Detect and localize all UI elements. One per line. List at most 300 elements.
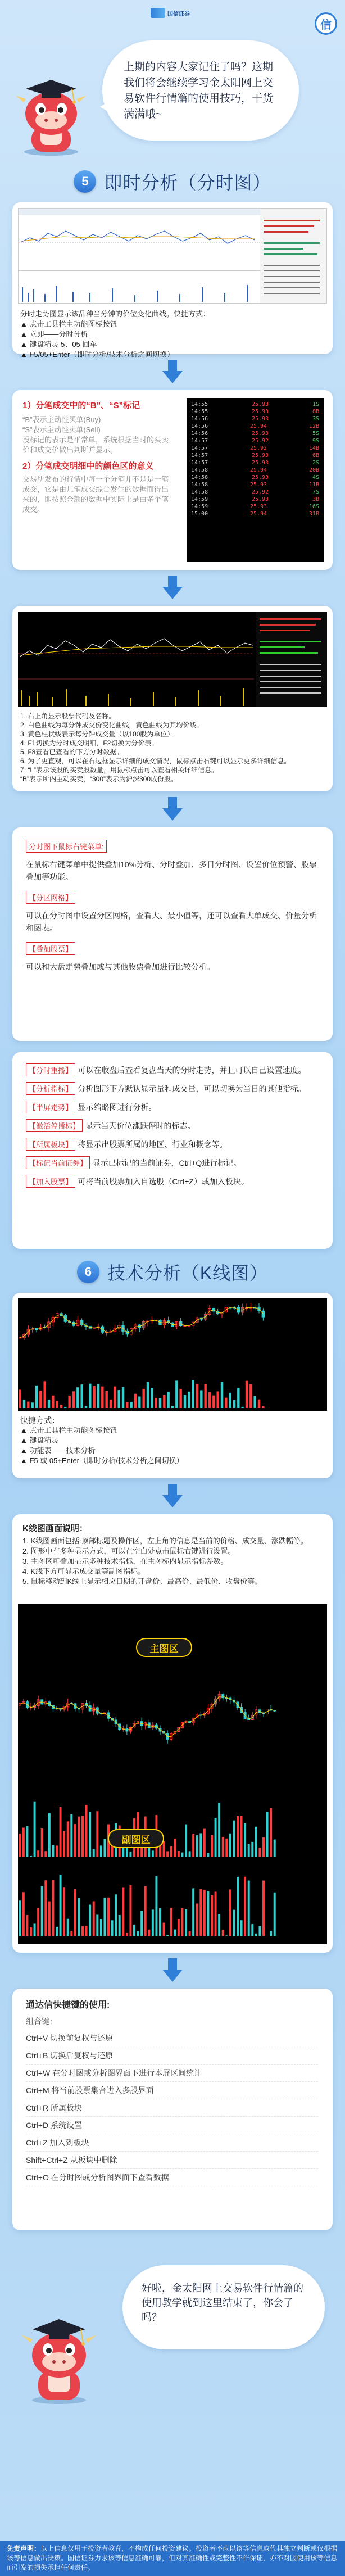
kline-desc-item: 5. 鼠标移动到K线上显示相应日期的开盘价、最高价、最低价、收盘价等。 [22,1577,262,1586]
corner-badge-icon: 信 [315,12,337,35]
quote-row [191,496,319,504]
quote-row [191,431,319,438]
quote-cell: 14:57 [191,445,208,451]
quote-cell: 25.92 [249,445,267,451]
volume-bar [64,1407,66,1408]
volume-bar [222,1930,224,1936]
volume-bar [248,1844,250,1857]
volume-bar [249,1384,252,1408]
quote-cell: 25.92 [251,489,269,495]
quote-cell: 25.93 [251,431,269,437]
kline-graphic [18,1298,327,1411]
volume-bar [126,1402,128,1408]
volume-bar [233,1910,235,1936]
intraday-chart-screenshot [18,208,327,304]
context-menu-text [26,840,318,973]
intraday-card [12,202,333,359]
volume-bar [274,1840,276,1857]
volume-bar [192,1888,194,1936]
volume-bar [110,1400,112,1408]
hotkey-item: Ctrl+R 所属板块 [26,2099,318,2117]
feature-item [26,1156,318,1169]
quote-cell: 14:57 [191,438,208,444]
quote-cell: 11B [308,482,319,488]
volume-bar [26,1915,28,1936]
volume-bar [262,1881,265,1936]
hotkeys-title: 通达信快捷键的使用: [26,2000,110,2010]
quote-row [191,452,319,460]
quote-cell: 25.92 [251,438,269,444]
quote-cell: 14:55 [191,401,208,408]
volume-bar [76,1387,79,1408]
quote-row [191,460,319,467]
volume-bar [60,1807,62,1857]
volume-bar [41,1886,43,1936]
feature-tag: 【分时重播】 [26,1063,75,1076]
volume-bar [97,1384,99,1408]
grid-desc: 可以在分时图中设置分区网格，查看大、最小值等，还可以查看大单成交、价量分析和图表。 [26,911,317,932]
chart-note: 5. F8查看已查看的下方分时数据。 [20,748,124,756]
volume-bar [130,1402,132,1408]
mascot-cow-icon [9,73,93,157]
brand-name: 国信证券 [167,11,190,17]
volume-bar [237,1388,239,1408]
volume-bar [229,1393,231,1408]
chart-note: 2. 白色曲线为每分钟成交价变化曲线，黄色曲线为其均价线。 [20,721,203,729]
kline-shortcut: ▲ 功能表——技术分析 [20,1446,96,1455]
grid-title: 【分区网格】 [26,891,75,904]
volume-bar [48,1400,50,1408]
volume-bar [19,1390,21,1408]
volume-bar [144,1886,147,1936]
volume-bar [93,1902,95,1936]
buysell-card [12,390,333,570]
volume-bar [152,1850,154,1857]
volume-bar [63,1887,65,1936]
volume-bar [148,1930,150,1936]
volume-bar [122,1387,124,1408]
intraday-shortcut: ▲ 点击工具栏主功能图标按钮 [20,320,117,328]
volume-bar [81,1816,84,1857]
volume-bar [129,1852,131,1857]
volume-bar [34,1923,36,1936]
volume-bar [74,1889,76,1936]
volume-bar [31,1402,33,1408]
volume-bar [262,1406,264,1408]
quote-row [191,423,319,431]
hotkey-item: Ctrl+W 在分时图或分析图界面下进行本屏区间统计 [26,2065,318,2082]
quote-row [191,438,319,445]
quote-cell: 7S [312,489,319,495]
volume-bar [137,1931,139,1936]
volume-bar [19,1834,21,1857]
volume-bar [44,1880,47,1936]
volume-bar [129,1885,131,1936]
overlay-desc: 可以和大盘走势叠加或与其他股票叠加进行比较分析。 [26,962,215,971]
volume-bar [251,1924,253,1936]
volume-bar [70,1814,72,1857]
volume-bar [244,1823,246,1857]
volume-bar [27,1402,29,1408]
volume-bar [152,1909,154,1936]
feature-tag: 【分析指标】 [26,1082,75,1095]
section-5-title [0,169,345,194]
section-6-heading: 技术分析（K线图） [107,1263,269,1283]
volume-bar [100,1919,102,1936]
volume-bar [167,1392,169,1408]
volume-bar [43,1381,46,1408]
quote-cell: 14:56 [191,416,208,422]
intraday-intro: 分时走势图显示该品种当分钟的价位变化曲线。快捷方式： [20,310,211,318]
quote-row [191,474,319,482]
context-menu-card [12,827,333,1041]
quote-row [191,511,319,518]
volume-bar [225,1839,228,1857]
volume-bar [74,1824,76,1857]
hotkeys-list [26,2030,318,2186]
quote-row [191,489,319,496]
section-6-number: 6 [77,1261,99,1283]
feature-text: 显示缩略图进行分析。 [78,1103,157,1112]
feature-tag: 【所属板块】 [26,1138,75,1151]
main-chart-label: 主图区 [136,1638,192,1657]
quote-cell: 25.93 [251,496,269,502]
intro-bubble [102,40,299,141]
kline-shortcut: ▲ 点击工具栏主功能图标按钮 [20,1426,117,1434]
chart-note: “B”表示所内主动买卖，“300”表示为沪深300成份股。 [20,775,178,783]
quote-cell: 25.93 [251,474,269,481]
intraday-chart-graphic [19,209,327,304]
volume-bar [240,1816,243,1857]
volume-bar [244,1877,246,1936]
quote-cell: 25.93 [251,401,269,408]
feature-tag: 【标记当前证券】 [26,1156,90,1169]
buysell-text [22,400,174,515]
hotkey-item: Ctrl+V 切换前复权与还原 [26,2030,318,2047]
ending-bubble [122,2265,325,2349]
volume-bar [270,1931,272,1936]
chart-notes-list [20,712,327,784]
volume-bar [184,1395,186,1408]
volume-bar [266,1812,269,1857]
volume-bar [200,1390,202,1408]
volume-bar [251,1842,253,1857]
kline-desc-item: 4. K线下方可显示成交量等副图指标。 [22,1567,146,1576]
arrow-down-icon [162,576,183,600]
volume-bar [159,1908,161,1936]
volume-bar [189,1851,191,1857]
quote-cell: 25.94 [249,511,267,517]
intraday-shortcut: ▲ 键盘精灵 5、05 回车 [20,340,97,348]
volume-bar [93,1849,95,1857]
volume-bar [258,1926,261,1936]
volume-bar [134,1394,137,1408]
volume-bar [138,1396,140,1408]
volume-bar [255,1827,257,1857]
volume-bar [178,1919,180,1936]
volume-bar [114,1387,116,1408]
volume-bar [89,1384,91,1408]
hotkey-item: Ctrl+M 将当前股票集合进入多股界面 [26,2082,318,2099]
volume-bar [119,1915,121,1936]
quote-row [191,445,319,452]
feature-tag: 【半屏走势】 [26,1101,75,1113]
volume-bar [258,1848,261,1857]
volume-bar [93,1386,95,1408]
volume-bar [22,1892,25,1936]
arrow-down-icon [162,797,183,822]
volume-bar [56,1845,58,1857]
volume-bar [89,1812,91,1857]
section-5-number: 5 [74,170,96,193]
quote-cell: 14:58 [191,489,208,495]
volume-bar [30,1856,32,1857]
volume-bar [72,1391,75,1408]
volume-bar [35,1386,38,1408]
quote-cell: 20B [308,467,319,473]
volume-bar [96,1914,98,1936]
quote-cell: 25.94 [249,467,267,473]
quote-cell: 31B [308,511,319,517]
volume-bar [67,1821,69,1857]
feature-item [26,1063,318,1076]
quote-cell: 1S [312,401,319,408]
quote-row [191,416,319,423]
volume-bar [115,1894,117,1936]
hotkey-item: Ctrl+D 系统设置 [26,2117,318,2134]
volume-bar [39,1391,42,1408]
volume-bar [218,1803,220,1857]
volume-bar [270,1808,272,1857]
feature-item [26,1175,318,1188]
volume-bar [248,1881,250,1936]
volume-bar [100,1845,102,1857]
volume-bar [204,1384,206,1408]
volume-bar [229,1834,231,1857]
volume-bar [211,1895,213,1936]
feature-item [26,1119,318,1132]
quote-cell: 14:55 [191,409,208,415]
volume-bar [208,1392,211,1408]
volume-bar [85,1406,87,1408]
disclaimer-text: 以上信息仅用于投资者教育，不构成任何投资建议。投资者不应以该等信息取代其独立判断或仅根据该等信息做出决策。国信证券力求该等信息准确可靠，但对其准确性或完整性不作保证，亦不对因使用该等信息而引发的损失承担任何责任。 [7,2545,338,2572]
quote-row [191,401,319,409]
feature-tag: 【激活停播标】 [26,1119,83,1132]
context-menu-desc: 在鼠标右键菜单中提供叠加10%分析、分时叠加、多日分时图、设置价位预警、股票叠加等功能。 [26,860,317,881]
kline-shortcut-title: 快捷方式： [20,1416,60,1425]
volume-bar [215,1818,217,1857]
hotkeys-card [12,1989,333,2230]
volume-bar [60,1875,62,1936]
volume-bar [192,1834,194,1857]
quote-rows [191,401,319,518]
quote-row [191,504,319,511]
feature-text: 可将当前股票加入自选股（Ctrl+Z）或加入板块。 [78,1177,249,1186]
volume-bar [241,1407,243,1408]
feature-tag: 【加入股票】 [26,1175,75,1188]
hotkey-item: Shift+Ctrl+Z 从板块中删除 [26,2152,318,2169]
chart-note: 1. 右上角显示股票代码及名称。 [20,712,116,720]
volume-bar [147,1382,149,1408]
volume-bar [126,1933,128,1936]
volume-bar [52,1880,54,1936]
volume-bar [222,1837,224,1857]
quote-cell: 14:58 [191,482,208,488]
volume-bar [22,1828,25,1857]
volume-bar [237,1816,239,1857]
buysell-line: “S”表示主动性卖单(Sell) [22,425,101,434]
volume-bar [96,1811,98,1857]
kline-desc-card [12,1514,333,1953]
volume-bar [207,1891,209,1936]
volume-bar [199,1889,202,1936]
volume-bar [174,1930,176,1936]
volume-bar [253,1396,256,1408]
volume-bar [185,1825,187,1857]
feature-text: 显示已标记的当前证券，Ctrl+Q进行标记。 [92,1158,242,1167]
volume-bar [216,1391,219,1408]
volume-bar [89,1905,91,1936]
volume-bar [26,1826,28,1857]
volume-bar [262,1837,265,1857]
kline-screenshot [18,1298,327,1411]
volume-bar [171,1406,174,1408]
arrow-down-icon [162,360,183,384]
hotkey-item: Ctrl+O 在分时图或分析图界面下查看数据 [26,2169,318,2186]
volume-bar [68,1396,70,1408]
volume-bar [225,1935,228,1936]
brand-mark-icon [151,8,165,18]
quote-cell: 25.93 [249,482,267,488]
volume-bar [85,1805,88,1857]
volume-bar [103,1898,106,1936]
volume-bar [203,1829,206,1857]
kline-shortcut: ▲ 键盘精灵 [20,1436,59,1445]
volume-bar [255,1934,257,1936]
volume-bar [142,1389,144,1408]
volume-bar [101,1387,103,1408]
feature-item [26,1101,318,1113]
intraday-shortcut: ▲ 立即——分时分析 [20,330,88,338]
arrow-down-icon [162,1484,183,1509]
volume-bar [246,1381,248,1408]
volume-bar [240,1920,243,1936]
quote-cell: 16S [308,504,319,510]
hotkeys-text [26,1998,318,2186]
section-6-title [0,1259,345,1285]
chart-note: 7. “L”表示该股的买卖股数量，用鼠标点击可以查看相关详细信息。 [20,766,219,774]
volume-bar [67,1919,69,1936]
volume-bar [41,1828,43,1857]
quote-cell: 25.93 [251,416,269,422]
volume-bar [237,1877,239,1936]
volume-bar [34,1802,36,1857]
intro-text: 上期的内容大家记住了吗？这期我们将会继续学习金太阳网上交易软件行情篇的使用技巧，干货满满哦~ [124,61,274,120]
volume-bar [178,1851,180,1857]
quote-cell: 14:58 [191,474,208,481]
volume-bar [163,1923,165,1936]
buysell-desc-2: 交易所发布的行情中每一个分笔并不是是一笔成交，它是由几笔成交综合发生的数据而得出来的，即按照金额的数据中实际上是由多个笔成交。 [22,475,169,514]
feature-item [26,1082,318,1095]
feature-text: 显示当天价位涨跌停时的标志。 [85,1121,196,1130]
buysell-title: 1）分笔成交中的“B”、“S”标记 [22,401,140,410]
volume-bar [122,1887,124,1936]
volume-bar [170,1908,172,1936]
arrow-down-icon [162,1958,183,1983]
kline-desc-item: 1. K线图画面包括:顶部标题及操作区，左上角的信息是当前的价格、成交量、涨跌幅等。 [22,1537,308,1545]
quote-cell: 14:56 [191,423,208,429]
quote-cell: 25.93 [251,460,269,466]
volume-bar [60,1405,62,1408]
volume-bar [48,1813,51,1857]
volume-bar [151,1388,153,1408]
volume-bar [81,1926,84,1936]
kline-detail-screenshot [18,1604,327,1944]
volume-bar [105,1391,107,1408]
volume-bar [274,1893,276,1936]
hotkey-item: Ctrl+B 切换后复权与还原 [26,2047,318,2065]
volume-bar [218,1914,220,1936]
volume-bar [207,1853,209,1857]
quote-cell: 9S [312,438,319,444]
kline-shortcut: ▲ F5 或 05+Enter（即时分析/技术分析之间切换） [20,1456,184,1465]
volume-bar [192,1380,194,1408]
quote-row [191,482,319,489]
volume-bar [23,1400,25,1408]
kline-desc-item: 3. 主图区可叠加显示多种技术指标，在主图标内显示指标参数。 [22,1557,228,1565]
volume-bar [166,1851,169,1857]
quote-cell: 14:59 [191,496,208,502]
kline-desc-item: 2. 图形中有多种显示方式，可以在空白处点击鼠标右键进行设置。 [22,1547,235,1555]
quote-cell: 14:57 [191,460,208,466]
volume-bar [203,1890,206,1936]
volume-bar [44,1851,47,1857]
feature-text: 可以在收盘后查看复盘当天的分时走势，并且可以自己设置速度。 [78,1066,306,1075]
quote-cell: 8B [312,409,319,415]
volume-bar [174,1839,176,1857]
brand-logo [151,8,190,18]
intraday-shortcut: ▲ F5/05+Enter（即时分析/技术分析之间切换） [20,350,174,359]
sub-chart-label: 副图区 [108,1829,164,1848]
quote-cell: 25.94 [249,423,267,429]
quote-cell: 3B [312,496,319,502]
hotkey-item: Ctrl+Z 加入到板块 [26,2134,318,2152]
volume-bar [163,1395,165,1408]
quote-cell: 25.93 [251,452,269,459]
kline-shortcut-text [20,1415,327,1466]
kline-desc-title: K线图画面说明： [22,1524,88,1533]
quote-cell: 25.93 [251,409,269,415]
volume-bar [48,1902,51,1936]
feature-item [26,1138,318,1151]
volume-bar [37,1908,39,1936]
volume-bar [103,1839,106,1857]
volume-bar [181,1908,183,1936]
quote-cell: 5S [312,431,319,437]
quote-cell: 3S [312,416,319,422]
volume-bar [166,1935,169,1936]
volume-bar [233,1821,235,1857]
volume-bar [196,1384,198,1408]
volume-bar [212,1396,215,1408]
quote-cell: 25.93 [249,504,267,510]
volume-bar [70,1931,72,1936]
volume-bar [211,1835,213,1857]
chart-note: 4. F1切换为分时成交明细，F2切换为分价表。 [20,739,158,747]
quote-cell: 14:56 [191,431,208,437]
overlay-title: 【叠加股票】 [26,942,75,955]
volume-bar [225,1398,227,1408]
